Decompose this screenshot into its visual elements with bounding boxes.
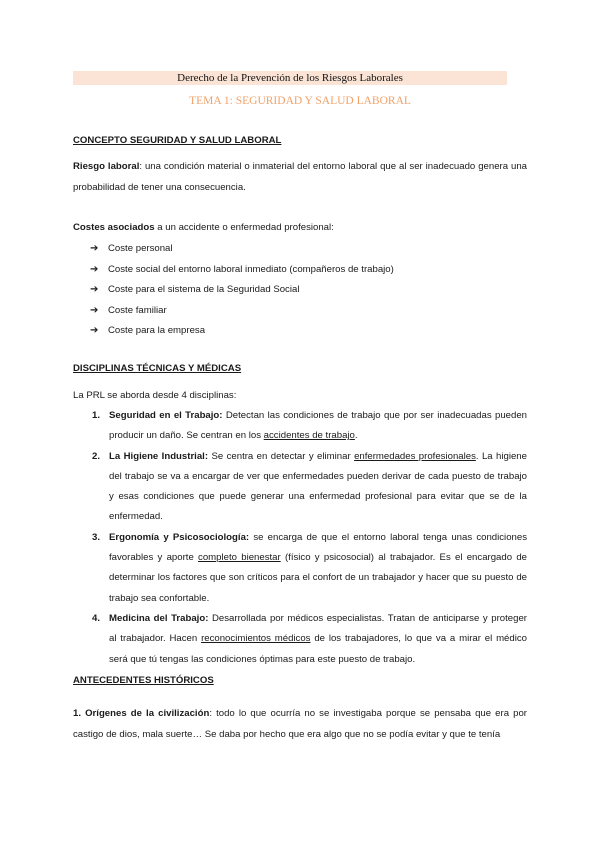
item-term: Ergonomía y Psicosociología: xyxy=(109,531,250,543)
list-item xyxy=(92,406,527,447)
item-text: (físico y psicosocial) al trabajador. Es el encargado de determinar los factores que son críticos para el confort de un trabajador y hacer que su puesto de trabajo sea confortable. xyxy=(109,552,527,604)
arrow-right-icon: ➔ xyxy=(90,284,99,295)
cost-label: Coste familiar xyxy=(108,304,167,316)
section-heading-concepto: CONCEPTO SEGURIDAD Y SALUD LABORAL xyxy=(73,135,282,146)
list-item xyxy=(90,280,394,301)
document-title: Derecho de la Prevención de los Riesgos Laborales xyxy=(73,71,507,85)
item-text: de los trabajadores, lo que va a mirar el médico será que tú tengas las condiciones óptimas para este puesto de trabajo. xyxy=(109,633,527,665)
antecedentes-paragraph xyxy=(73,703,527,745)
costes-intro: a un accidente o enfermedad profesional: xyxy=(154,222,334,233)
riesgo-paragraph xyxy=(73,156,527,198)
costes-list xyxy=(90,239,394,342)
item-text: Detectan las condiciones de trabajo que por ser inadecuadas pueden producir un daño. Se centran en los xyxy=(109,410,527,442)
section-heading-disciplinas: DISCIPLINAS TÉCNICAS Y MÉDICAS xyxy=(73,363,242,374)
cost-label: Coste personal xyxy=(108,243,173,254)
topic-title: TEMA 1: SEGURIDAD Y SALUD LABORAL xyxy=(189,95,411,107)
arrow-right-icon: ➔ xyxy=(90,263,99,275)
list-item xyxy=(92,528,527,609)
item-number: 4. xyxy=(92,612,101,624)
costes-paragraph xyxy=(73,217,527,238)
item-term: Seguridad en el Trabajo: xyxy=(109,410,223,421)
list-item xyxy=(92,609,527,670)
riesgo-term: Riesgo laboral xyxy=(73,161,140,172)
arrow-right-icon: ➔ xyxy=(90,304,99,316)
item-text: . La higiene del trabajo se va a encargar de ver que enfermedades pueden derivar de cada puesto de trabajo y esas condiciones que puede generar una enfermedad profesional para evitar que se de la enfermedad. xyxy=(109,450,527,523)
item-number: 2. xyxy=(92,450,101,462)
item-text: se encarga de que el entorno laboral tenga unas condiciones favorables y aporte xyxy=(109,531,527,564)
list-item xyxy=(92,447,527,528)
cost-label: Coste para el sistema de la Seguridad Social xyxy=(108,284,300,295)
cost-label: Coste social del entorno laboral inmediato (compañeros de trabajo) xyxy=(108,263,394,275)
arrow-right-icon: ➔ xyxy=(90,243,99,254)
item-text: Se centra en detectar y eliminar xyxy=(208,450,355,462)
item-term: La Higiene Industrial: xyxy=(109,450,209,462)
item-number: 3. xyxy=(92,531,101,543)
disciplinas-list xyxy=(92,406,527,670)
riesgo-definition: : una condición material o inmaterial del entorno laboral que al ser inadecuado genera una probabilidad de tener una consecuencia. xyxy=(73,161,527,193)
item-underlined: accidentes de trabajo xyxy=(263,430,355,442)
antecedentes-text: : todo lo que ocurría no se investigaba porque se pensaba que era por castigo de dios, mala suerte… Se daba por hecho que era algo que no se podía evitar y que te tenía xyxy=(73,708,528,740)
disciplinas-intro: La PRL se aborda desde 4 disciplinas: xyxy=(73,390,237,401)
item-underlined: completo bienestar xyxy=(198,552,281,564)
item-text: Desarrollada por médicos especialistas. Tratan de anticiparse y proteger al trabajador. Hacen xyxy=(109,612,527,645)
cost-label: Coste para la empresa xyxy=(108,325,206,336)
list-item xyxy=(90,239,394,260)
list-item xyxy=(90,321,394,342)
item-text: . xyxy=(354,430,358,442)
costes-term: Costes asociados xyxy=(73,222,155,233)
list-item xyxy=(90,301,394,322)
item-term: Medicina del Trabajo: xyxy=(109,612,209,624)
item-underlined: enfermedades profesionales xyxy=(354,450,476,462)
section-heading-antecedentes: ANTECEDENTES HISTÓRICOS xyxy=(73,675,214,686)
antecedentes-term: 1. Orígenes de la civilización xyxy=(73,708,210,719)
item-underlined: reconocimientos médicos xyxy=(201,633,311,645)
arrow-right-icon: ➔ xyxy=(90,325,99,336)
list-item xyxy=(90,260,394,281)
item-number: 1. xyxy=(92,410,101,421)
